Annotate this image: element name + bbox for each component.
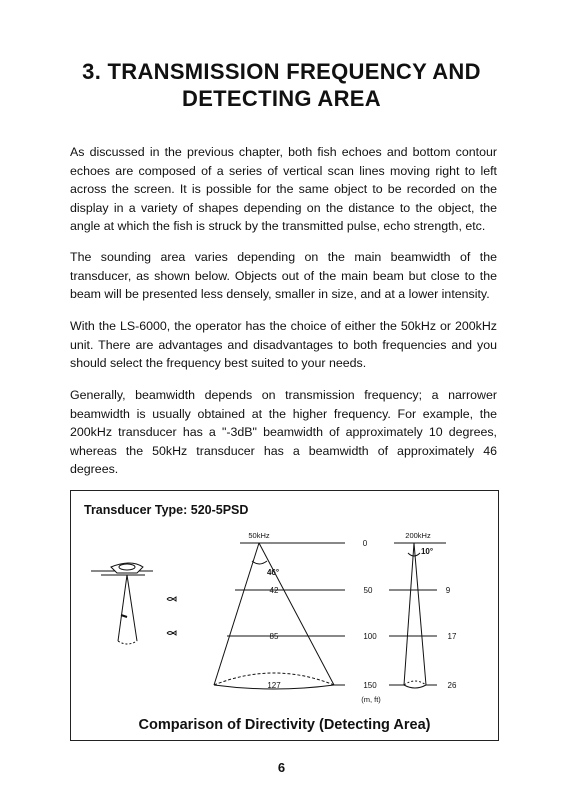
small-beam-bottom <box>118 641 137 644</box>
width-200khz-2: 17 <box>447 632 457 641</box>
depth-50: 50 <box>363 586 373 595</box>
cone-50khz <box>214 543 345 689</box>
figure-title: Transducer Type: 520-5PSD <box>84 503 249 517</box>
width-50khz-1: 42 <box>269 586 279 595</box>
paragraph-3: With the LS-6000, the operator has the choice of either the 50kHz or 200kHz unit. There are advantages and disadvantages to both frequencies and you should select the frequency best suited to your needs. <box>70 319 497 371</box>
depth-unit: (m, ft) <box>361 695 381 704</box>
width-200khz-1: 9 <box>445 586 451 595</box>
fish-outside-2 <box>167 631 176 635</box>
depth-0: 0 <box>362 539 368 548</box>
depth-150: 150 <box>363 681 377 690</box>
width-50khz-3: 127 <box>267 681 281 690</box>
label-50khz: 50kHz <box>248 531 270 540</box>
angle-200khz: 10° <box>420 547 434 556</box>
directivity-diagram <box>71 491 500 742</box>
fish-in-beam <box>121 615 127 617</box>
paragraph-4: Generally, beamwidth depends on transmission frequency; a narrower beamwidth is usually obtained at the higher frequency. For example, the 200kHz transducer has a "-3dB" beamwidth of approximately 10 degrees, whereas the 50kHz transducer has a beamwidth of approximately 46 degrees. <box>70 388 497 477</box>
heading-line-2: DETECTING AREA <box>182 86 381 111</box>
width-50khz-2: 85 <box>269 632 279 641</box>
label-200khz: 200kHz <box>405 531 431 540</box>
heading-line-1: 3. TRANSMISSION FREQUENCY AND <box>82 59 481 84</box>
section-heading <box>40 58 523 112</box>
page-number: 6 <box>277 760 286 775</box>
paragraph-2: The sounding area varies depending on the main beamwidth of the transducer, as shown below. Objects out of the main beam but close to the beam will be presented less densely, smaller in size, and at a lower intensity. <box>70 250 497 302</box>
directivity-figure <box>70 490 499 741</box>
figure-caption: Comparison of Directivity (Detecting Area) <box>138 717 431 733</box>
depth-100: 100 <box>363 632 377 641</box>
paragraph-1: As discussed in the previous chapter, both fish echoes and bottom contour echoes are composed of a series of vertical scan lines moving right to left across the screen. It is possible for the same object to be recorded on the display in a variety of shapes depending on the distance to the object, the angle at which the fish is struck by the transmitted pulse, echo strength, etc. <box>70 145 497 234</box>
small-beam-left <box>118 575 127 641</box>
cone-200khz <box>389 543 446 688</box>
width-200khz-3: 26 <box>447 681 457 690</box>
fish-outside-1 <box>167 597 176 601</box>
boat-illustration <box>91 563 176 644</box>
small-beam-right <box>127 575 137 641</box>
angle-50khz: 46° <box>266 568 280 577</box>
